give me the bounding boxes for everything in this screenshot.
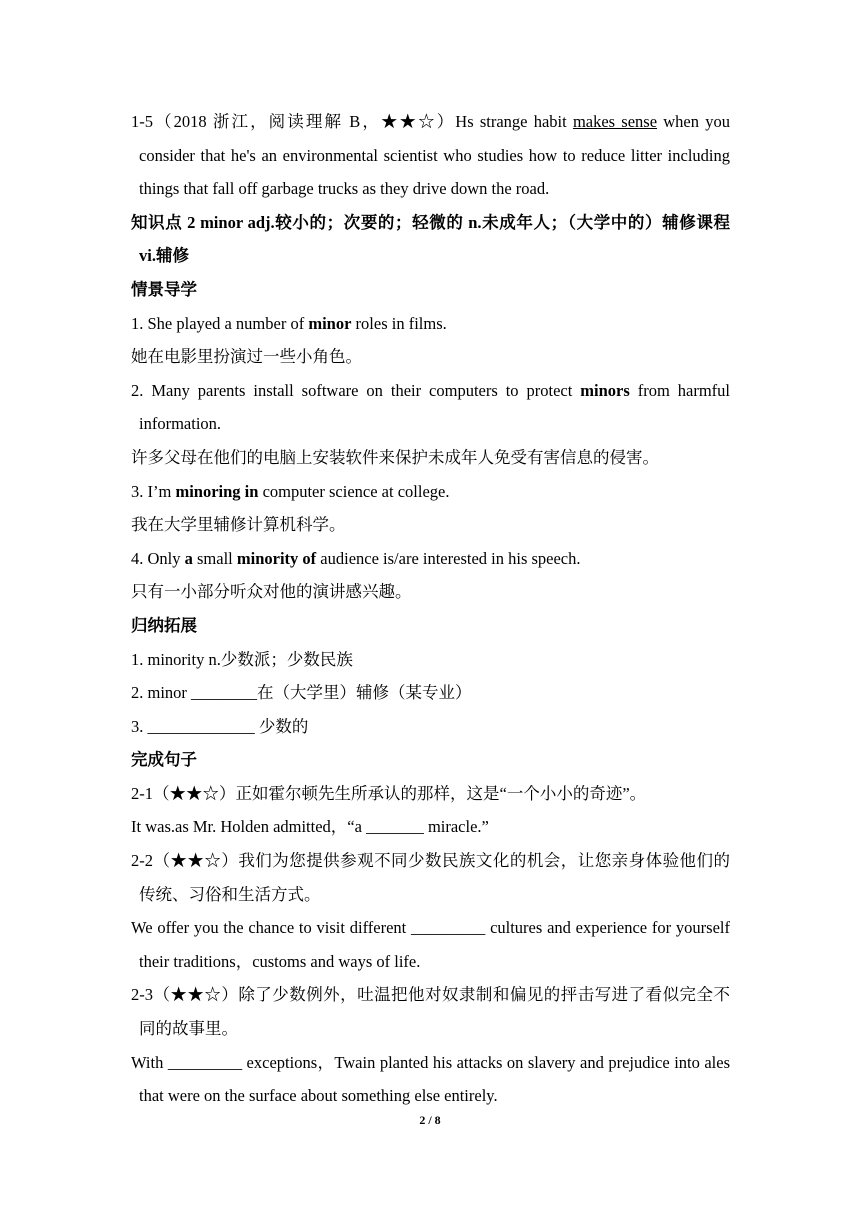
exercise-2-1-cn: 2-1（★★☆）正如霍尔顿先生所承认的那样，这是“一个小小的奇迹”。 [131,783,647,803]
example-3-cn: 我在大学里辅修计算机科学。 [131,515,346,535]
page-number: 2 / 8 [419,1113,441,1127]
exercise-2-2-cn: 2-2（★★☆）我们为您提供参观不同少数民族文化的机会，让您亲身体验他们的传统、习俗和生活方式。 [131,851,730,904]
text: 1-5（2018 浙江，阅读理解 B，★★☆）Hs strange habit [131,112,573,131]
summary-item-1: 1. minority n.少数派；少数民族 [131,649,353,669]
text: roles in films. [351,313,447,333]
keyword: minority of [236,548,317,568]
text: audience is/are interested in his speech. [316,548,581,568]
document-page [131,0,730,1113]
keyword: minor [308,313,352,333]
text: 1. She played a number of [131,313,309,333]
section-heading-exercises: 完成句子 [131,750,197,770]
exercise-2-1-en: It was.as Mr. Holden admitted，“a _______ miracle.” [131,817,489,837]
example-2-cn: 许多父母在他们的电脑上安装软件来保护未成年人免受有害信息的侵害。 [131,447,659,467]
summary-item-3: 3. _____________ 少数的 [131,716,309,736]
text: 3. I’m [131,481,176,501]
text: 2. Many parents install software on their computers to protect [131,380,581,400]
example-1-en [131,307,730,341]
exercise-2-3-cn: 2-3（★★☆）除了少数例外，吐温把他对奴隶制和偏见的抨击写进了看似完全不同的故事里。 [131,985,730,1039]
example-4-en [131,542,730,576]
text: 4. Only [131,548,185,568]
exercise-2-3-en: With _________ exceptions，Twain planted his attacks on slavery and prejudice into ales that were on the surface about something else entirely. [131,1052,730,1106]
keyword: minoring in [175,481,259,501]
example-3-en [131,475,730,509]
example-2-en [131,374,730,441]
summary-item-2: 2. minor ________在（大学里）辅修（某专业） [131,683,472,703]
text: computer science at college. [258,481,450,501]
underlined-phrase: makes sense [572,112,658,131]
section-heading-context: 情景导学 [131,279,197,299]
section-heading-summary: 归纳拓展 [131,615,197,635]
knowledge-point-2-heading: 知识点 2 minor adj.较小的；次要的；轻微的 n.未成年人；（大学中的）辅修课程 vi.辅修 [131,212,730,266]
keyword: a [184,548,193,568]
example-4-cn: 只有一小部分听众对他的演讲感兴趣。 [131,582,412,602]
keyword: minors [580,380,630,400]
example-1-cn: 她在电影里扮演过一些小角色。 [131,347,362,367]
text: when you consider that he's an environmental scientist who studies how to reduce litter including things that fall off garbage trucks as they drive down the road. [139,112,730,199]
text: small [192,548,237,568]
exercise-2-2-en: We offer you the chance to visit different _________ cultures and experience for yourself their traditions，customs and ways of life. [131,918,730,971]
text: from harmful information. [139,380,730,434]
question-1-5 [131,105,730,206]
